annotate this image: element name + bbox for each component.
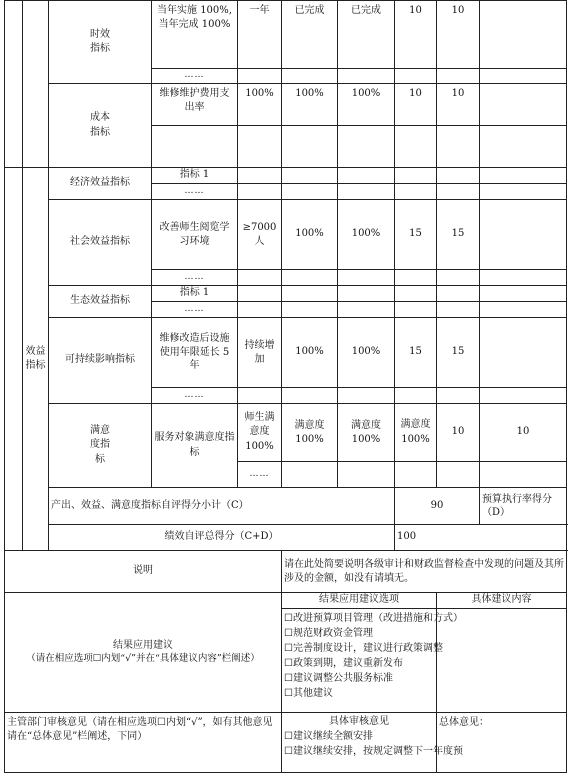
satisfaction-result: 满意度 100% <box>395 404 437 462</box>
explanation-label: 说明 <box>5 551 282 593</box>
option-service-standard-checkbox[interactable]: ☐建议调整公共服务标准 <box>284 673 393 684</box>
cost-actual: 100% <box>282 84 338 126</box>
table-row <box>5 318 567 388</box>
social-indicator: 改善师生阅览学 习环境 <box>152 200 238 270</box>
sustainable-target: 持续增 加 <box>238 318 282 388</box>
cost-result: 100% <box>338 84 395 126</box>
satisfaction-score: 10 <box>480 404 567 462</box>
satisfaction-group-label: 满意 度指 标 <box>49 404 152 488</box>
application-content-field[interactable] <box>437 609 567 713</box>
application-options-cell <box>282 609 463 713</box>
satisfaction-indicator-label: 服务对象满意度指标 <box>152 404 238 488</box>
timeliness-target: 一年 <box>238 1 282 69</box>
output-subgroup-cell <box>23 1 49 168</box>
timeliness-label: 时效 指标 <box>49 1 152 84</box>
timeliness-weight: 10 <box>395 1 437 69</box>
option-regulate-funds-checkbox[interactable]: ☐规范财政资金管理 <box>284 628 373 639</box>
review-overall-opinion[interactable]: 总体意见： <box>437 713 567 773</box>
economic-ellipsis: …… <box>152 184 238 200</box>
option-improve-budget-checkbox[interactable]: ☐改进预算项目管理（改进措施和方式） <box>284 613 463 624</box>
social-ellipsis: …… <box>152 270 238 286</box>
social-benefit-label: 社会效益指标 <box>49 200 152 286</box>
application-header-row <box>5 593 567 609</box>
ecological-ellipsis: …… <box>152 302 238 318</box>
review-full-funding-checkbox[interactable]: ☐建议继续全额安排 <box>284 731 373 742</box>
review-adjust-funding-checkbox[interactable]: ☐建议继续安排，按规定调整下一年度预 <box>284 746 463 757</box>
satisfaction-indicator: 师生满意度 100% <box>238 404 282 462</box>
table-row <box>5 84 567 126</box>
table-row <box>5 286 567 302</box>
table-row <box>5 200 567 270</box>
satisfaction-ellipsis: …… <box>238 462 282 488</box>
timeliness-actual: 已完成 <box>282 1 338 69</box>
output-group-cell <box>5 1 23 168</box>
subtotal-label: 产出、效益、满意度指标自评得分小计（C） <box>49 488 395 525</box>
cost-label: 成本 指标 <box>49 84 152 168</box>
cost-target: 100% <box>238 84 282 126</box>
sustainable-result: 100% <box>338 318 395 388</box>
application-note: （请在相应选项☐内划“√”并在“具体建议内容”栏阐述） <box>26 653 260 665</box>
ecological-indicator: 指标 1 <box>152 286 238 302</box>
review-options-cell <box>282 713 463 773</box>
sustainable-weight: 15 <box>395 318 437 388</box>
sustainable-ellipsis: …… <box>152 388 238 404</box>
application-label-cell <box>5 593 282 713</box>
timeliness-score: 10 <box>437 1 480 69</box>
sustainable-score: 15 <box>437 318 480 388</box>
subtotal-value: 90 <box>395 488 480 525</box>
satisfaction-target: 满意度 100% <box>282 404 338 462</box>
social-target: ≥7000 人 <box>238 200 282 270</box>
explanation-row <box>5 551 567 593</box>
explanation-text: 请在此处简要说明各级审计和财政监督检查中发现的问题及其所涉及的金额，如没有请填无。 <box>282 551 567 593</box>
table-row <box>5 404 567 462</box>
subtotal-row <box>5 488 567 525</box>
performance-evaluation-table <box>4 0 567 773</box>
cost-score: 10 <box>437 84 480 126</box>
total-label: 绩效自评总得分（C+D） <box>49 525 395 551</box>
economic-benefit-label: 经济效益指标 <box>49 168 152 200</box>
satisfaction-weight: 10 <box>437 404 480 462</box>
satisfaction-actual: 满意度 100% <box>338 404 395 462</box>
option-other-checkbox[interactable]: ☐其他建议 <box>284 688 333 699</box>
review-label: 主管部门审核意见（请在相应选项☐内划“√”，如有其他意见请在“总体意见”栏阐述，下同） <box>5 713 282 773</box>
total-value: 100 <box>395 525 567 551</box>
application-options-header: 结果应用建议选项 <box>282 593 437 609</box>
timeliness-result: 已完成 <box>338 1 395 69</box>
sustainable-impact-label: 可持续影响指标 <box>49 318 152 404</box>
cost-indicator: 维修维护费用支 出率 <box>152 84 238 126</box>
timeliness-note <box>480 1 567 69</box>
application-content-header: 具体建议内容 <box>437 593 567 609</box>
table-row <box>5 168 567 184</box>
sustainable-actual: 100% <box>282 318 338 388</box>
table-row <box>5 1 567 69</box>
social-actual: 100% <box>282 200 338 270</box>
social-result: 100% <box>338 200 395 270</box>
economic-indicator: 指标 1 <box>152 168 238 184</box>
application-label: 结果应用建议 <box>113 639 173 651</box>
timeliness-indicator: 当年实施 100%, 当年完成 100% <box>152 1 238 69</box>
sustainable-indicator: 维修改造后设施 使用年限延长 5 年 <box>152 318 238 388</box>
evaluation-form <box>4 0 566 781</box>
cost-weight: 10 <box>395 84 437 126</box>
benefit-group-blank <box>5 168 23 551</box>
review-row <box>5 713 567 773</box>
social-weight: 15 <box>395 200 437 270</box>
benefit-group-label: 效益 指标 <box>23 168 49 551</box>
review-opinion-header: 具体审核意见 <box>329 716 389 727</box>
ecological-benefit-label: 生态效益指标 <box>49 286 152 318</box>
option-policy-adjust-checkbox[interactable]: ☐完善制度设计，建议进行政策调整 <box>284 643 443 654</box>
total-row <box>5 525 567 551</box>
budget-execution-label: 预算执行率得分 （D） <box>480 488 567 525</box>
timeliness-ellipsis: …… <box>152 69 238 84</box>
social-score: 15 <box>437 200 480 270</box>
option-reissue-policy-checkbox[interactable]: ☐政策到期，建议重新发布 <box>284 658 403 669</box>
